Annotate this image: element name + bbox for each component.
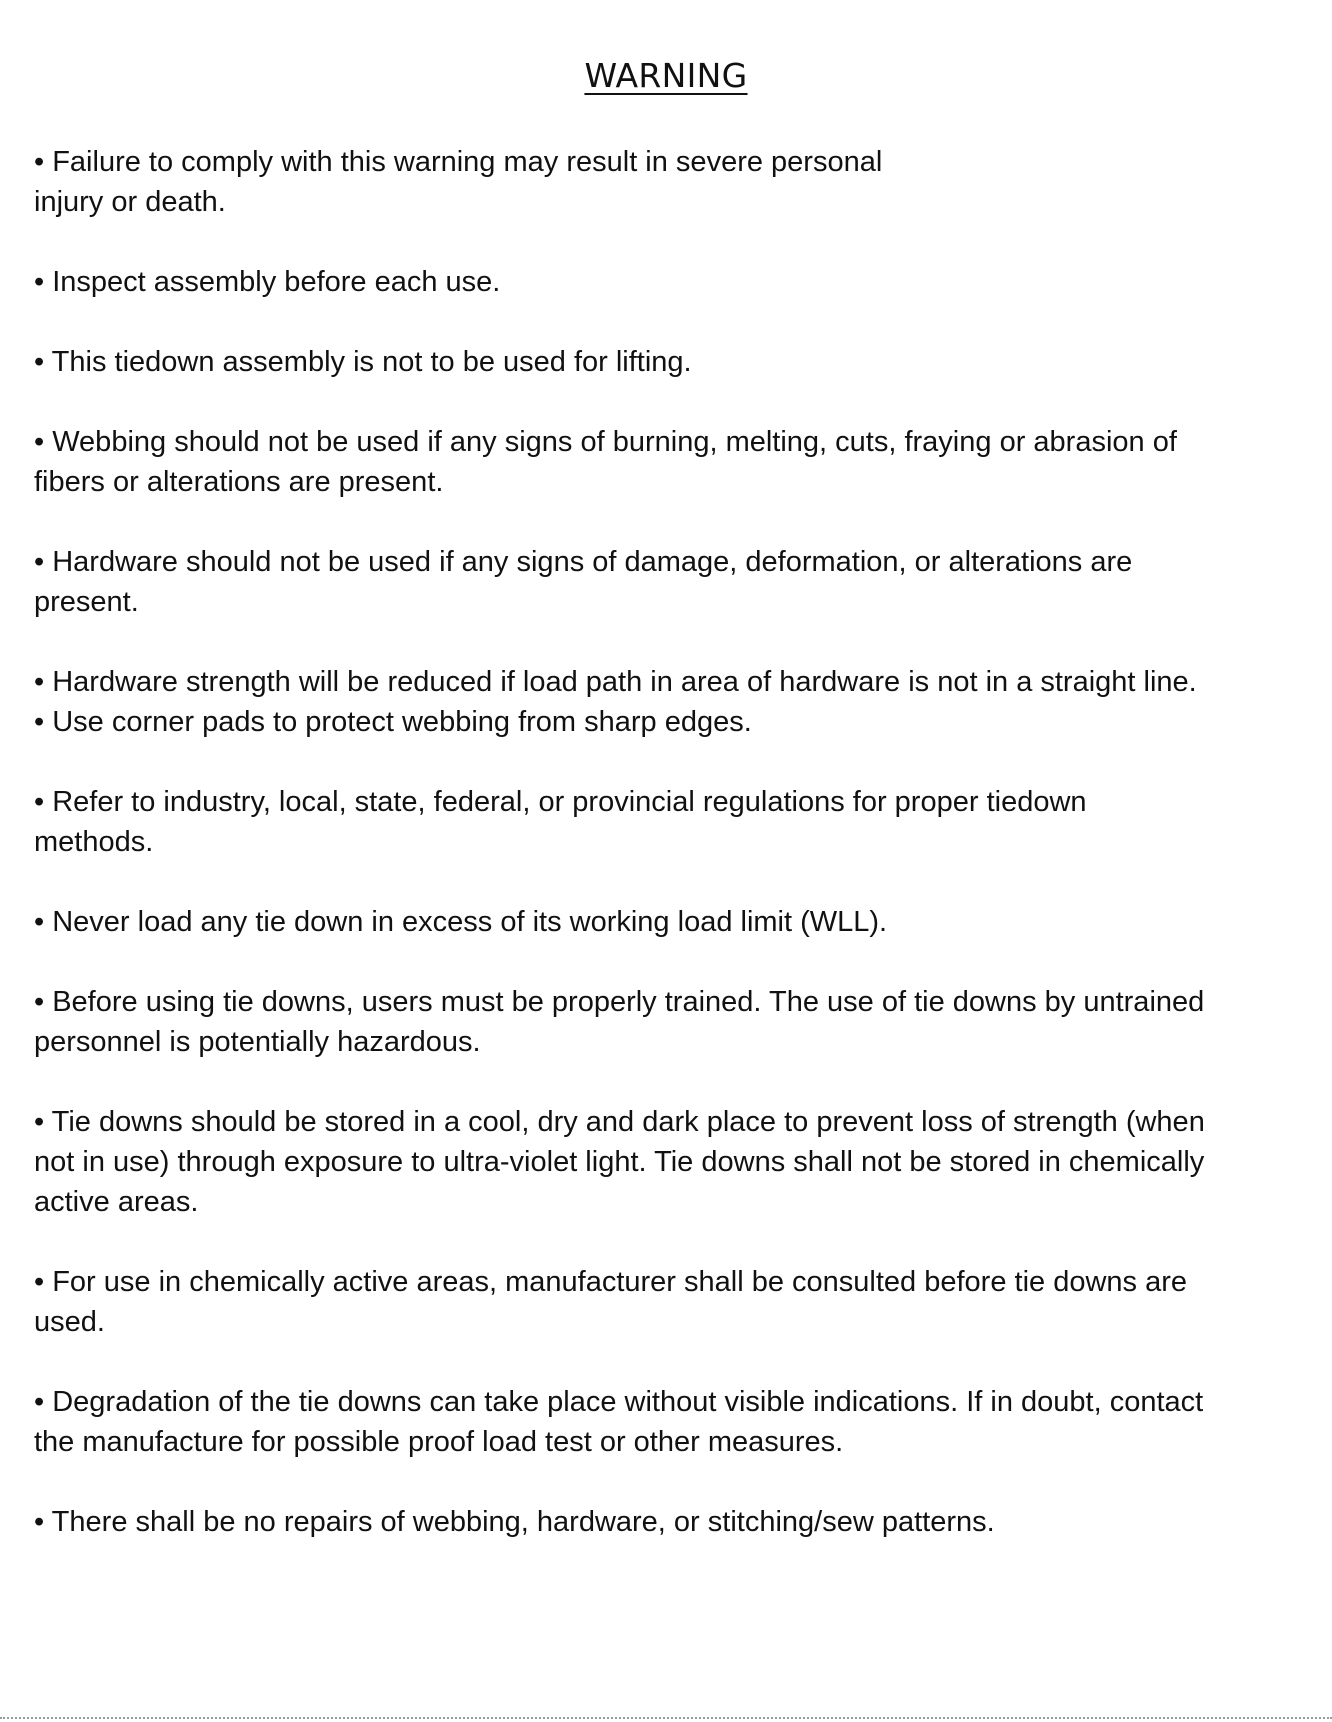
warning-item-3 [34, 342, 1304, 382]
warning-line: • Hardware should not be used if any signs of damage, deformation, or alterations are [34, 546, 1133, 578]
warning-line: • Never load any tie down in excess of its working load limit (WLL). [34, 906, 888, 938]
warning-line: • Refer to industry, local, state, federal, or provincial regulations for proper tiedown [34, 786, 1087, 818]
warning-line: • Before using tie downs, users must be properly trained. The use of tie downs by untrained [34, 986, 1205, 1018]
warning-line: • Hardware strength will be reduced if load path in area of hardware is not in a straight line. [34, 666, 1197, 698]
warning-line: fibers or alterations are present. [34, 466, 444, 498]
warning-item-13 [34, 1502, 1304, 1542]
warning-item-5 [34, 542, 1304, 622]
warning-item-11 [34, 1262, 1304, 1342]
warning-line: • Degradation of the tie downs can take place without visible indications. If in doubt, contact [34, 1386, 1204, 1418]
warning-item-6 [34, 662, 1304, 742]
warning-item-7 [34, 782, 1304, 862]
warning-line: • Tie downs should be stored in a cool, dry and dark place to prevent loss of strength (when [34, 1106, 1205, 1138]
warning-line: the manufacture for possible proof load test or other measures. [34, 1426, 844, 1458]
warning-title: WARNING [584, 56, 748, 95]
warning-line: • For use in chemically active areas, manufacturer shall be consulted before tie downs are [34, 1266, 1188, 1298]
warning-item-1 [34, 142, 1304, 222]
warning-line: injury or death. [34, 186, 226, 218]
warning-item-2 [34, 262, 1304, 302]
warning-line: • This tiedown assembly is not to be used for lifting. [34, 346, 692, 378]
warning-item-10 [34, 1102, 1304, 1222]
warning-line: • There shall be no repairs of webbing, hardware, or stitching/sew patterns. [34, 1506, 995, 1538]
warning-item-12 [34, 1382, 1304, 1462]
warning-item-8 [34, 902, 1304, 942]
warning-line: • Inspect assembly before each use. [34, 266, 501, 298]
warning-line: methods. [34, 826, 154, 858]
warning-line: not in use) through exposure to ultra-violet light. Tie downs shall not be stored in chemically [34, 1146, 1205, 1178]
warning-line: • Failure to comply with this warning may result in severe personal [34, 146, 883, 178]
warning-line: used. [34, 1306, 105, 1338]
bottom-divider [0, 1717, 1332, 1719]
warning-line: active areas. [34, 1186, 199, 1218]
warning-line: • Use corner pads to protect webbing from sharp edges. [34, 706, 752, 738]
warning-line: present. [34, 586, 139, 618]
warning-line: personnel is potentially hazardous. [34, 1026, 481, 1058]
warning-item-4 [34, 422, 1304, 502]
warning-item-9 [34, 982, 1304, 1062]
warning-line: • Webbing should not be used if any signs of burning, melting, cuts, fraying or abrasion of [34, 426, 1177, 458]
